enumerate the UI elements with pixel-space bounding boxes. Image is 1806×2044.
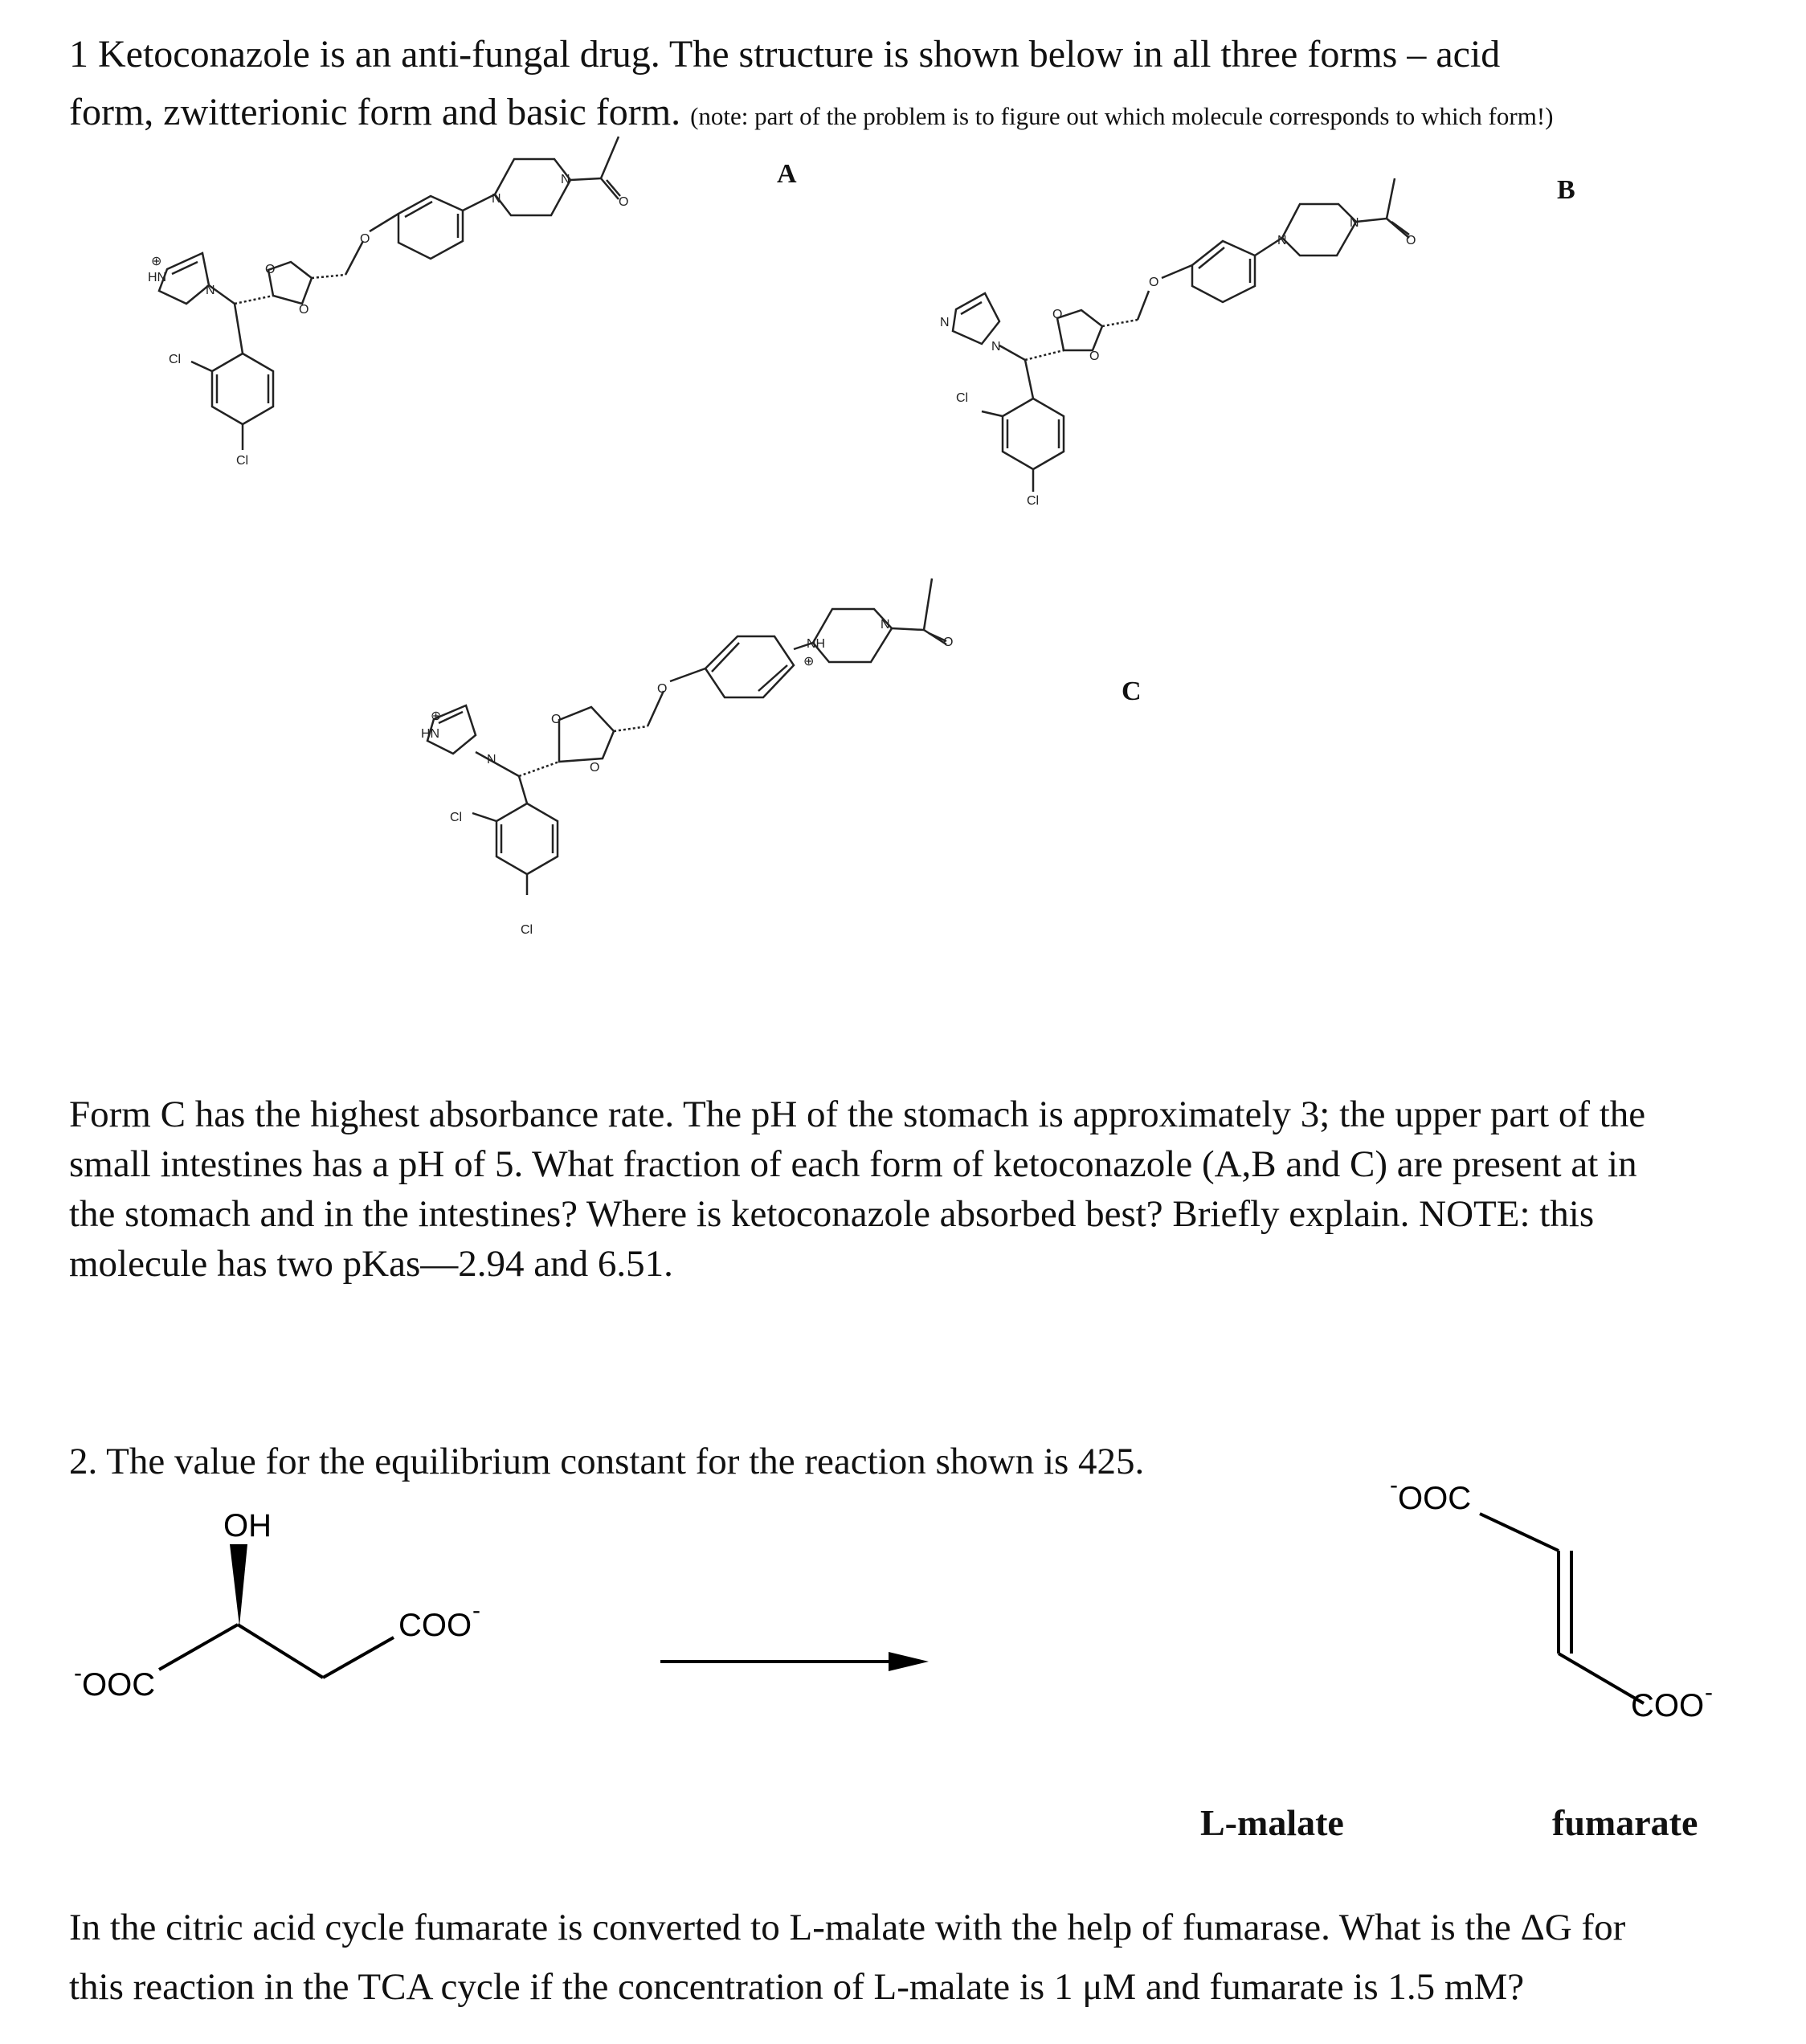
question-2-body-line-1: In the citric acid cycle fumarate is converted to L-malate with the help of fumarase. What is the ΔG for: [69, 1907, 1626, 1948]
molecule-c-nh-atom: NH: [807, 637, 826, 651]
l-malate-label: L-malate: [1200, 1802, 1344, 1843]
question-1-body-line-1: Form C has the highest absorbance rate. The pH of the stomach is approximately 3; the upper part of the: [69, 1094, 1646, 1135]
fumarate-ooc-charge: -: [1390, 1472, 1398, 1498]
question-1-note: (note: part of the problem is to figure out which molecule corresponds to which form!): [690, 102, 1554, 130]
molecule-a-cl-atom-2: Cl: [236, 454, 249, 468]
molecule-a-o-atom-4: O: [619, 195, 629, 209]
molecule-c-cl-atom-2: Cl: [521, 923, 533, 937]
molecule-b-cl-atom-2: Cl: [1027, 494, 1040, 508]
molecule-b-o-atom-1: O: [1052, 308, 1063, 321]
molecule-c-plus-charge-2: ⊕: [803, 655, 815, 668]
molecule-a-n-atom-2: N: [492, 192, 501, 206]
molecule-a-o-atom-3: O: [360, 232, 370, 246]
molecule-c-n-atom-1: N: [487, 753, 496, 766]
l-malate-ooc-group: OOC: [82, 1667, 156, 1703]
molecule-a-n-atom-3: N: [561, 173, 570, 186]
question-1-body: [69, 1089, 1788, 1289]
fumarate-coo-charge: -: [1705, 1679, 1713, 1706]
label-form-b: B: [1557, 175, 1575, 205]
molecule-c-hn-atom: HN: [421, 727, 440, 741]
reaction-arrow: [659, 1645, 932, 1678]
fumarate-label: fumarate: [1552, 1802, 1698, 1843]
molecule-c-o-atom-4: O: [943, 636, 954, 649]
molecule-a-structure: [121, 121, 667, 474]
molecule-a-n-atom: N: [206, 284, 215, 297]
question-2-body: [69, 1898, 1788, 2017]
molecule-c-o-atom-1: O: [551, 713, 562, 726]
molecule-c-o-atom-2: O: [590, 761, 600, 775]
l-malate-ooc-charge: -: [74, 1660, 82, 1686]
l-malate-structure: [69, 1502, 519, 1703]
fumarate-structure: [1390, 1470, 1727, 1727]
question-1-body-line-3: the stomach and in the intestines? Where is ketoconazole absorbed best? Briefly explain. NOTE: this: [69, 1193, 1595, 1235]
molecule-a-o-atom-1: O: [265, 263, 276, 276]
molecule-a-cl-atom-1: Cl: [169, 353, 182, 366]
l-malate-coo-group: COO: [398, 1608, 472, 1643]
molecule-b-o-atom-4: O: [1406, 234, 1416, 247]
molecule-a-plus-charge: ⊕: [151, 255, 162, 268]
l-malate-oh-group: OH: [223, 1508, 272, 1543]
molecule-b-n-atom-4: N: [1350, 216, 1359, 230]
molecule-c-cl-atom-1: Cl: [450, 811, 463, 824]
question-1-body-line-2: small intestines has a pH of 5. What fraction of each form of ketoconazole (A,B and C) are present at in: [69, 1143, 1637, 1185]
molecule-b-n-atom-1: N: [940, 316, 950, 329]
question-1-body-line-4: molecule has two pKas—2.94 and 6.51.: [69, 1243, 673, 1285]
molecule-b-o-atom-3: O: [1149, 276, 1159, 289]
fumarate-ooc-group: OOC: [1398, 1481, 1472, 1516]
molecule-a-o-atom-2: O: [299, 303, 309, 317]
molecule-b-structure: [924, 161, 1438, 522]
question-2-statement: 2. The value for the equilibrium constant for the reaction shown is 425.: [69, 1441, 1145, 1482]
label-form-a: A: [777, 159, 797, 189]
molecule-c-plus-charge-1: ⊕: [431, 709, 442, 723]
question-2-body-line-2: this reaction in the TCA cycle if the concentration of L-malate is 1 μM and fumarate is 1.5 mM?: [69, 1966, 1525, 2008]
molecule-b-n-atom-3: N: [1277, 234, 1287, 247]
molecule-c-o-atom-3: O: [657, 682, 668, 696]
molecule-b-o-atom-2: O: [1089, 350, 1100, 363]
molecule-b-cl-atom-1: Cl: [956, 391, 969, 405]
question-1-line-1: 1 Ketoconazole is an anti-fungal drug. The structure is shown below in all three forms – acid: [69, 33, 1501, 76]
molecule-b-n-atom-2: N: [991, 340, 1001, 354]
molecule-c-n-atom-2: N: [881, 618, 890, 632]
molecule-c-structure: [402, 562, 996, 948]
question-1-forms-text: form, zwitterionic form and basic form.: [69, 91, 681, 133]
l-malate-coo-charge: -: [472, 1597, 480, 1624]
fumarate-coo-group: COO: [1631, 1688, 1705, 1723]
molecule-a-hn-atom: HN: [148, 271, 167, 284]
label-form-c: C: [1122, 677, 1142, 706]
l-malate-wedge-bond: [230, 1544, 247, 1626]
